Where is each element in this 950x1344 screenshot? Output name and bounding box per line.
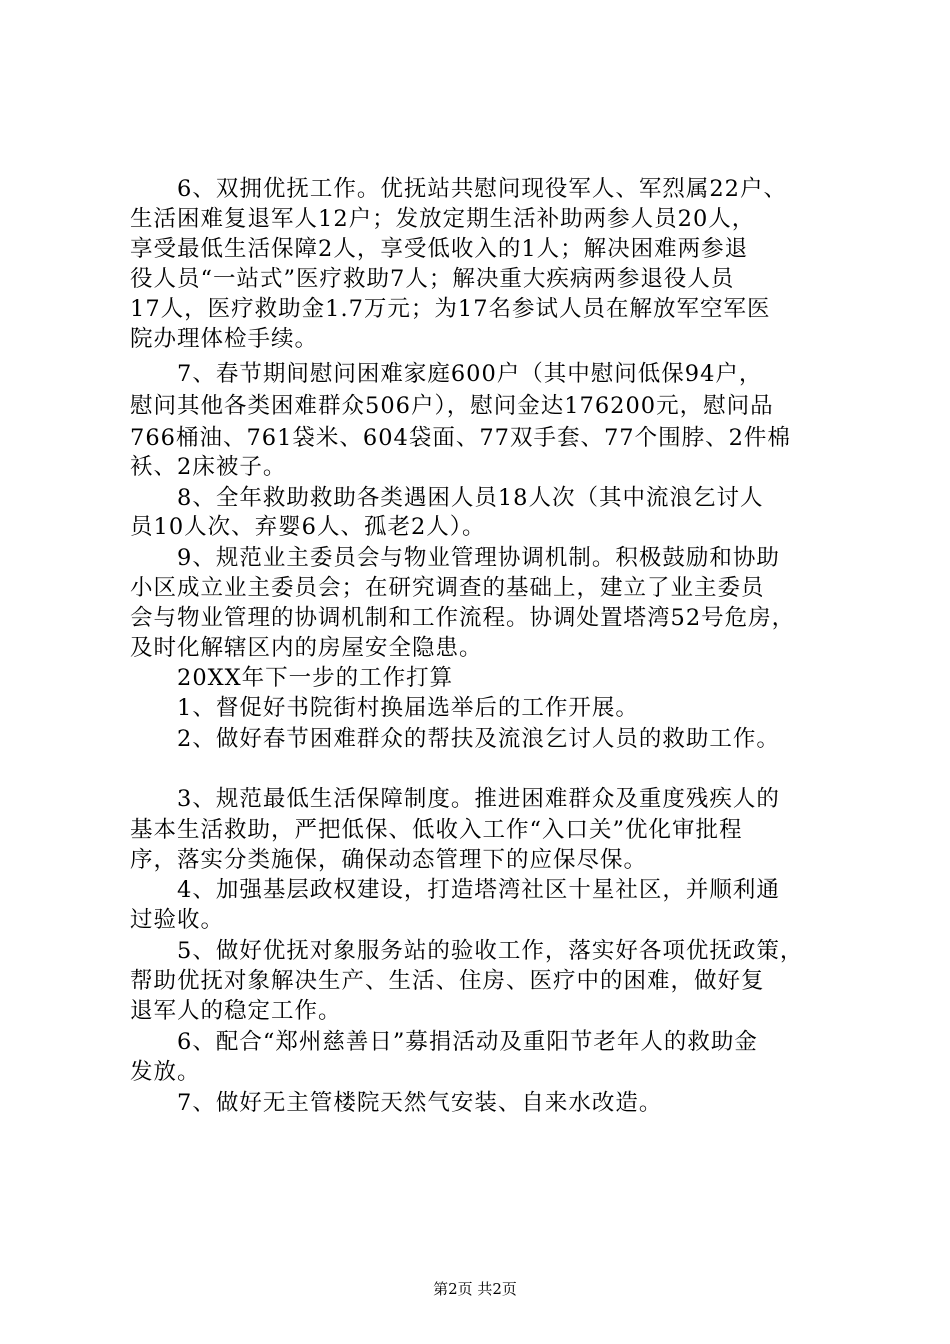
text-line: 慰问其他各类困难群众506户），慰问金达176200元，慰问品	[130, 393, 774, 419]
text-line: 3、规范最低生活保障制度。推进困难群众及重度残疾人的	[130, 786, 780, 812]
text-line: 766桶油、761袋米、604袋面、77双手套、77个围脖、2件棉	[130, 425, 791, 451]
text-line: 9、规范业主委员会与物业管理协调机制。积极鼓励和协助	[130, 545, 780, 571]
text-line: 序，落实分类施保，确保动态管理下的应保尽保。	[130, 847, 648, 873]
text-line: 7、做好无主管楼院天然气安装、自来水改造。	[130, 1090, 663, 1116]
text-line: 生活困难复退军人12户；发放定期生活补助两参人员20人，	[130, 206, 756, 232]
text-line: 5、做好优抚对象服务站的验收工作，落实好各项优抚政策，	[130, 938, 804, 964]
text-line: 及时化解辖区内的房屋安全隐患。	[130, 635, 483, 661]
text-line: 6、配合“郑州慈善日”募捐活动及重阳节老年人的救助金	[130, 1029, 758, 1055]
text-line: 2、做好春节困难群众的帮扶及流浪乞讨人员的救助工作。	[130, 726, 780, 752]
text-line: 1、督促好书院街村换届选举后的工作开展。	[130, 695, 639, 721]
text-line: 享受最低生活保障2人，享受低收入的1人；解决困难两参退	[130, 236, 749, 262]
text-line: 退军人的稳定工作。	[130, 998, 342, 1024]
text-line: 发放。	[130, 1059, 201, 1085]
text-line: 6、双拥优抚工作。优抚站共慰问现役军人、军烈属22户、	[130, 176, 787, 202]
text-line: 院办理体检手续。	[130, 326, 319, 352]
text-line: 过验收。	[130, 907, 225, 933]
text-line: 小区成立业主委员会；在研究调查的基础上，建立了业主委员	[130, 575, 765, 601]
text-line: 役人员“一站式”医疗救助7人；解决重大疾病两参退役人员	[130, 266, 735, 292]
text-line: 会与物业管理的协调机制和工作流程。协调处置塔湾52号危房，	[130, 605, 796, 631]
text-line: 帮助优抚对象解决生产、生活、住房、医疗中的困难，做好复	[130, 968, 765, 994]
page-footer: 第2页 共2页	[433, 1280, 517, 1298]
text-line: 4、加强基层政权建设，打造塔湾社区十星社区，并顺利通	[130, 877, 780, 903]
text-line: 17人，医疗救助金1.7万元；为17名参试人员在解放军空军医	[130, 296, 771, 322]
text-line: 袄、2床被子。	[130, 454, 287, 480]
text-line: 员10人次、弃婴6人、孤老2人）。	[130, 514, 486, 540]
text-line: 8、全年救助救助各类遇困人员18人次（其中流浪乞讨人	[130, 485, 764, 511]
text-line: 7、春节期间慰问困难家庭600户（其中慰问低保94户，	[130, 361, 763, 387]
section-heading: 20XX年下一步的工作打算	[130, 665, 454, 691]
text-line: 基本生活救助，严把低保、低收入工作“入口关”优化审批程	[130, 817, 743, 843]
